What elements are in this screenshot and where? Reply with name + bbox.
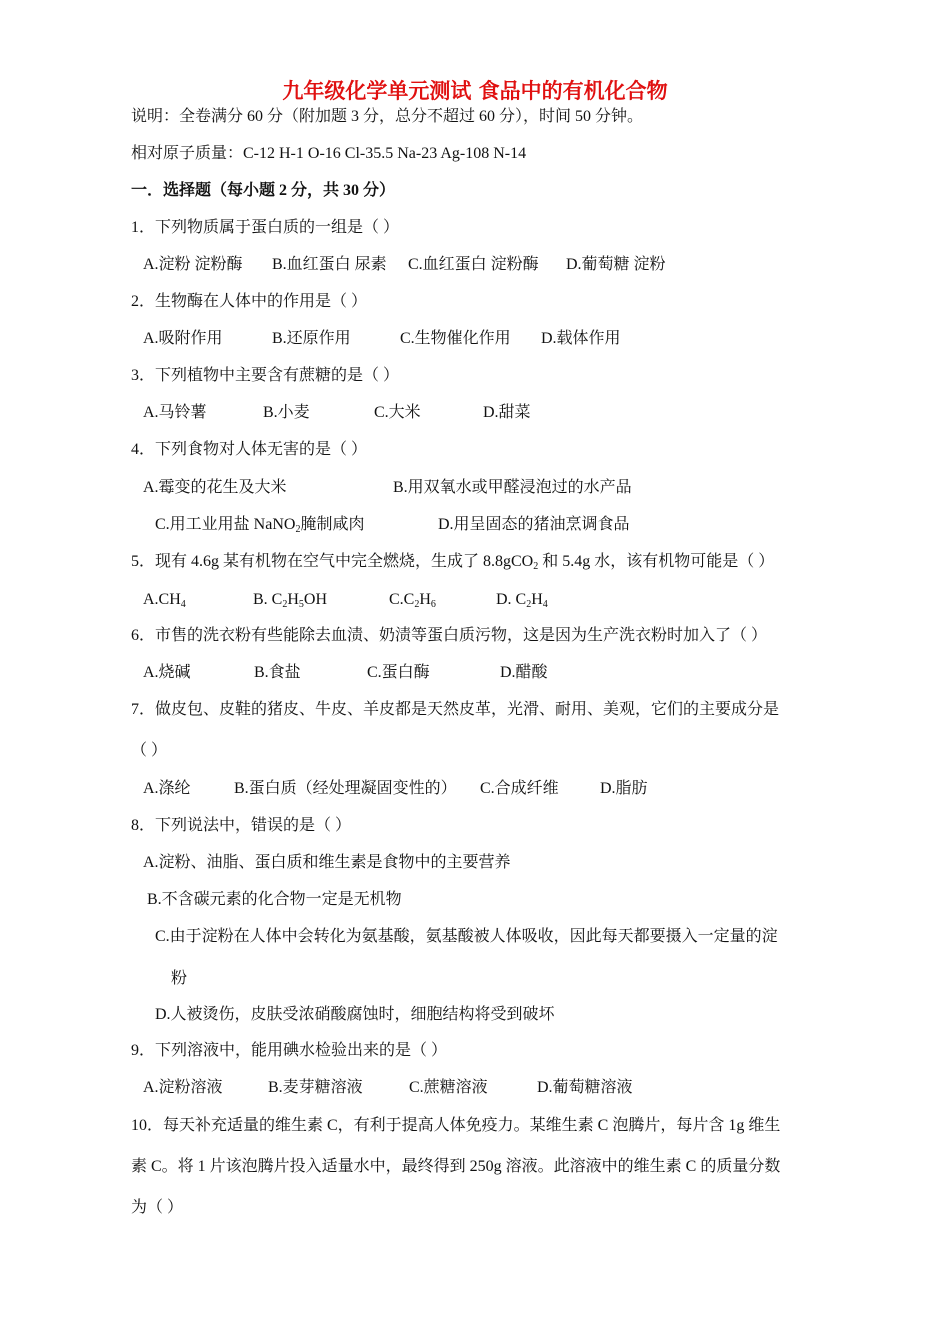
- question-7-option-c: C.合成纤维: [480, 780, 559, 797]
- question-3-option-c: C.大米: [374, 404, 421, 421]
- exam-instructions: 说明：全卷满分 60 分（附加题 3 分，总分不超过 60 分），时间 50 分钟。: [131, 108, 644, 125]
- atomic-masses: 相对原子质量：C-12 H-1 O-16 Cl-35.5 Na-23 Ag-108 N-14: [131, 145, 527, 162]
- question-5-stem: 5．现有 4.6g 某有机物在空气中完全燃烧，生成了 8.8gCO$_2$ 和 5.4g 水，该有机物可能是（ ）: [131, 553, 775, 572]
- question-1-option-d: D.葡萄糖 淀粉: [566, 256, 666, 273]
- question-4-option-d: D.用呈固态的猪油烹调食品: [438, 516, 630, 533]
- question-7-option-b: B.蛋白质（经处理凝固变性的）: [234, 780, 457, 797]
- question-9-option-b: B.麦芽糖溶液: [268, 1079, 363, 1096]
- question-6-option-a: A.烧碱: [143, 664, 191, 681]
- question-8-option-d: D.人被烫伤，皮肤受浓硝酸腐蚀时，细胞结构将受到破坏: [155, 1006, 555, 1023]
- question-5-option-c: $C.C_2H_6$: [389, 591, 436, 610]
- question-8-option-a: A.淀粉、油脂、蛋白质和维生素是食物中的主要营养: [143, 854, 511, 871]
- question-2-option-c: C.生物催化作用: [400, 330, 511, 347]
- question-1-option-c: C.血红蛋白 淀粉酶: [408, 256, 539, 273]
- question-3-option-a: A.马铃薯: [143, 404, 207, 421]
- question-7-option-a: A.涤纶: [143, 780, 191, 797]
- question-8-stem: 8．下列说法中，错误的是（ ）: [131, 817, 352, 834]
- page-title: 九年级化学单元测试 食品中的有机化合物: [282, 79, 668, 103]
- question-6-option-c: C.蛋白酶: [367, 664, 430, 681]
- question-9-option-d: D.葡萄糖溶液: [537, 1079, 633, 1096]
- question-2-stem: 2．生物酶在人体中的作用是（ ）: [131, 293, 368, 310]
- question-7-option-d: D.脂肪: [600, 780, 648, 797]
- question-8-option-c-continued: 粉: [171, 970, 188, 987]
- question-10-stem-line-1: 10．每天补充适量的维生素 C，有利于提高人体免疫力。某维生素 C 泡腾片，每片含 1g 维生: [131, 1117, 781, 1134]
- question-5-option-b: B. $C_2H_5OH$: [253, 591, 328, 610]
- question-10-stem-line-3: 为（ ）: [131, 1199, 184, 1216]
- question-7-stem: 7．做皮包、皮鞋的猪皮、牛皮、羊皮都是天然皮革，光滑、耐用、美观，它们的主要成分是: [131, 701, 780, 718]
- question-3-option-b: B.小麦: [263, 404, 310, 421]
- question-8-option-c: C.由于淀粉在人体中会转化为氨基酸，氨基酸被人体吸收，因此每天都要摄入一定量的淀: [155, 928, 778, 945]
- question-10-stem-line-2: 素 C。将 1 片该泡腾片投入适量水中，最终得到 250g 溶液。此溶液中的维生素 C 的质量分数: [131, 1158, 781, 1175]
- question-4-option-c: C.用工业用盐 NaNO$_2$腌制咸肉: [155, 516, 365, 535]
- question-5-option-a: $A.CH_4$: [143, 591, 186, 610]
- question-6-option-b: B.食盐: [254, 664, 301, 681]
- question-7-answer-bracket: （ ）: [131, 742, 168, 759]
- question-2-option-b: B.还原作用: [272, 330, 351, 347]
- question-4-stem: 4．下列食物对人体无害的是（ ）: [131, 441, 368, 458]
- question-5-option-d: D. $C_2H_4$: [496, 591, 548, 610]
- question-8-option-b: B.不含碳元素的化合物一定是无机物: [147, 891, 402, 908]
- question-4-option-a: A.霉变的花生及大米: [143, 479, 287, 496]
- question-4-option-b: B.用双氧水或甲醛浸泡过的水产品: [393, 479, 632, 496]
- question-3-option-d: D.甜菜: [483, 404, 531, 421]
- question-2-option-a: A.吸附作用: [143, 330, 223, 347]
- question-9-stem: 9．下列溶液中，能用碘水检验出来的是（ ）: [131, 1042, 448, 1059]
- question-9-option-a: A.淀粉溶液: [143, 1079, 223, 1096]
- question-9-option-c: C.蔗糖溶液: [409, 1079, 488, 1096]
- question-1-option-b: B.血红蛋白 尿素: [272, 256, 387, 273]
- question-2-option-d: D.载体作用: [541, 330, 621, 347]
- question-1-option-a: A.淀粉 淀粉酶: [143, 256, 243, 273]
- question-1-stem: 1．下列物质属于蛋白质的一组是（ ）: [131, 219, 400, 236]
- question-6-option-d: D.醋酸: [500, 664, 548, 681]
- question-3-stem: 3．下列植物中主要含有蔗糖的是（ ）: [131, 367, 400, 384]
- section-heading: 一．选择题（每小题 2 分，共 30 分）: [131, 182, 396, 199]
- question-6-stem: 6．市售的洗衣粉有些能除去血渍、奶渍等蛋白质污物，这是因为生产洗衣粉时加入了（ ）: [131, 627, 768, 644]
